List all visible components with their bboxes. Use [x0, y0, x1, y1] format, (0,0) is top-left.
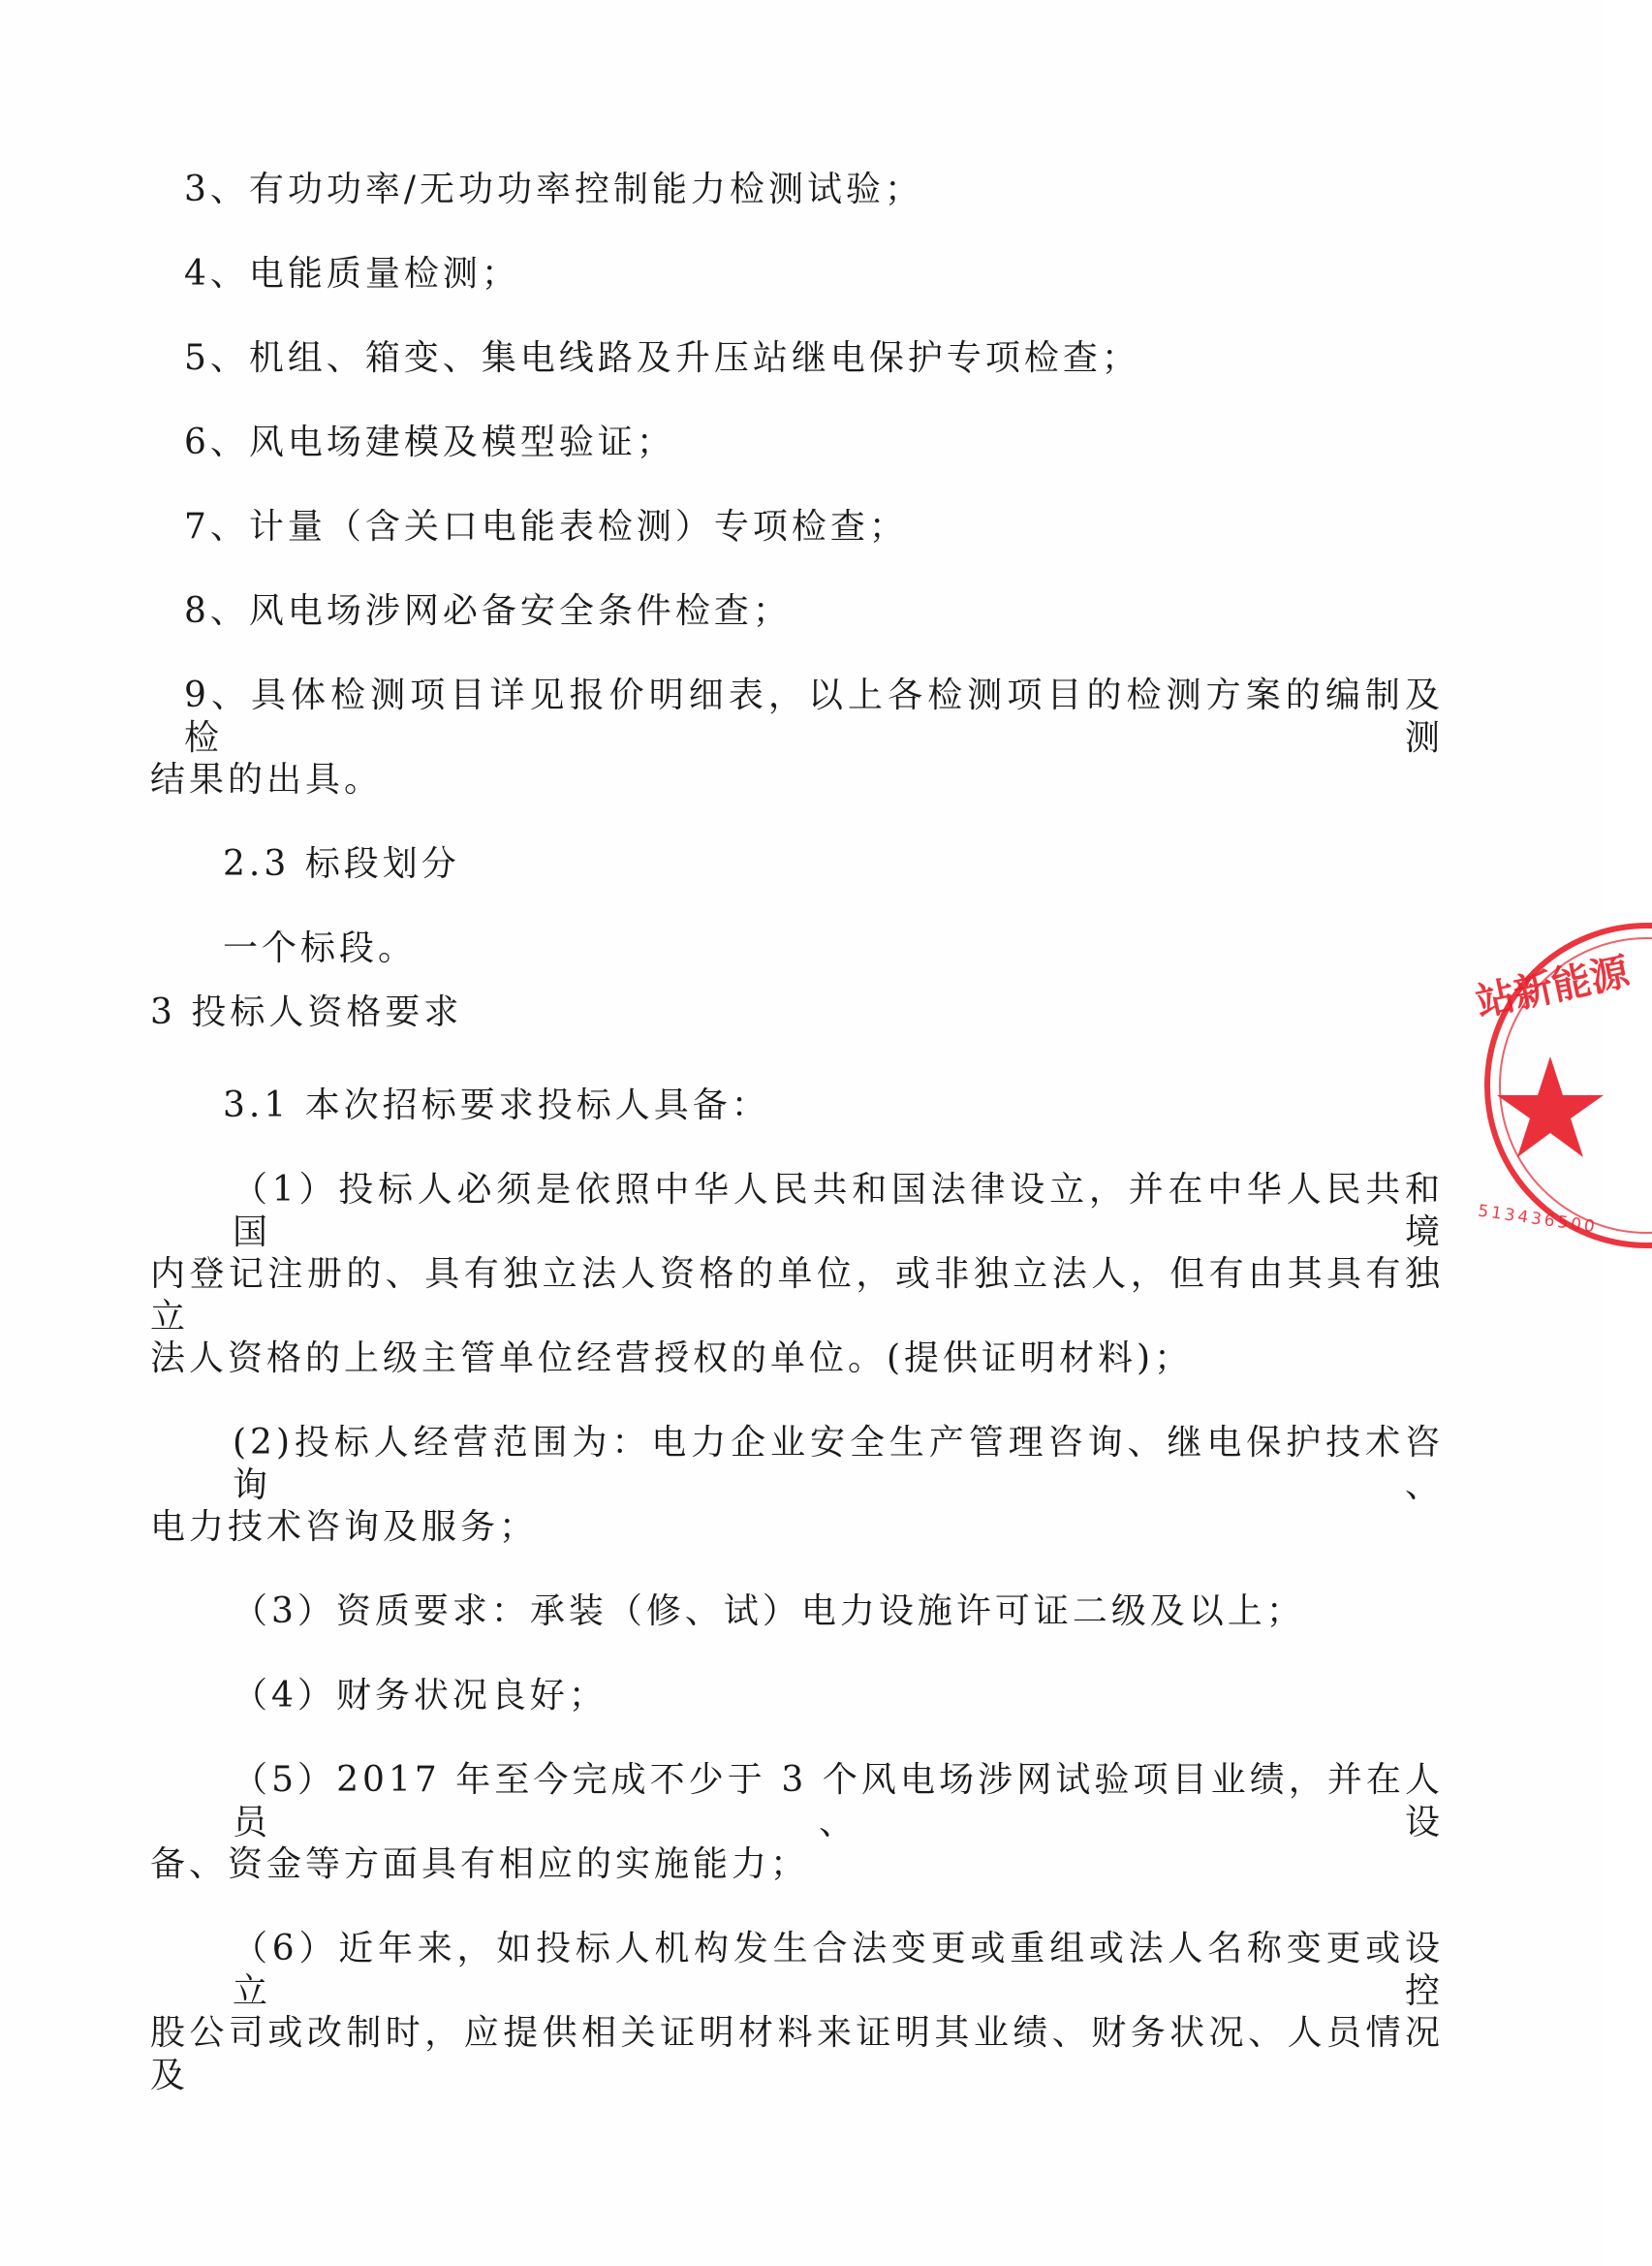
requirement-1-line-1: （1）投标人必须是依照中华人民共和国法律设立，并在中华人民共和国境 [233, 1170, 1444, 1252]
company-seal-stamp [1458, 916, 1652, 1255]
section-2-3-body: 一个标段。 [223, 928, 418, 968]
list-item-6: 6、风电场建模及模型验证； [184, 423, 675, 462]
list-item-9-line-2: 结果的出具。 [150, 760, 384, 800]
list-item-9-line-1: 9、具体检测项目详见报价明细表，以上各检测项目的检测方案的编制及检测 [184, 676, 1444, 758]
seal-top-text: 站新能源 [1472, 949, 1634, 1025]
list-item-5: 5、机组、箱变、集电线路及升压站继电保护专项检查； [184, 338, 1140, 378]
section-3-1-heading: 3.1 本次招标要求投标人具备： [223, 1086, 770, 1125]
section-2-3-heading: 2.3 标段划分 [223, 844, 460, 884]
requirement-6-line-2: 股公司或改制时，应提供相关证明材料来证明其业绩、财务状况、人员情况及 [150, 2013, 1444, 2095]
requirement-5-line-2: 备、资金等方面具有相应的实施能力； [150, 1844, 810, 1884]
list-item-7: 7、计量（含关口电能表检测）专项检查； [184, 507, 908, 547]
requirement-1-line-2: 内登记注册的、具有独立法人资格的单位，或非独立法人，但有由其具有独立 [150, 1254, 1444, 1337]
list-item-8: 8、风电场涉网必备安全条件检查； [184, 591, 792, 631]
requirement-5-line-1: （5）2017 年至今完成不少于 3 个风电场涉网试验项目业绩，并在人员、设 [233, 1760, 1444, 1842]
section-3-heading: 3 投标人资格要求 [150, 992, 463, 1032]
requirement-6-line-1: （6）近年来，如投标人机构发生合法变更或重组或法人名称变更或设立控 [233, 1929, 1444, 2011]
list-item-4: 4、电能质量检测； [184, 254, 520, 294]
requirement-1-line-3: 法人资格的上级主管单位经营授权的单位。(提供证明材料)； [150, 1338, 1194, 1378]
requirement-2-line-2: 电力技术咨询及服务； [150, 1507, 539, 1547]
seal-bottom-number: 513436500 [1476, 1201, 1599, 1238]
requirement-4: （4）财务状况良好； [233, 1676, 608, 1715]
seal-star-icon [1497, 1056, 1604, 1157]
list-item-3: 3、有功功率/无功功率控制能力检测试验； [184, 170, 924, 209]
requirement-3: （3）资质要求：承装（修、试）电力设施许可证二级及以上； [233, 1591, 1305, 1631]
requirement-2-line-1: (2)投标人经营范围为：电力企业安全生产管理咨询、继电保护技术咨询、 [233, 1423, 1444, 1505]
